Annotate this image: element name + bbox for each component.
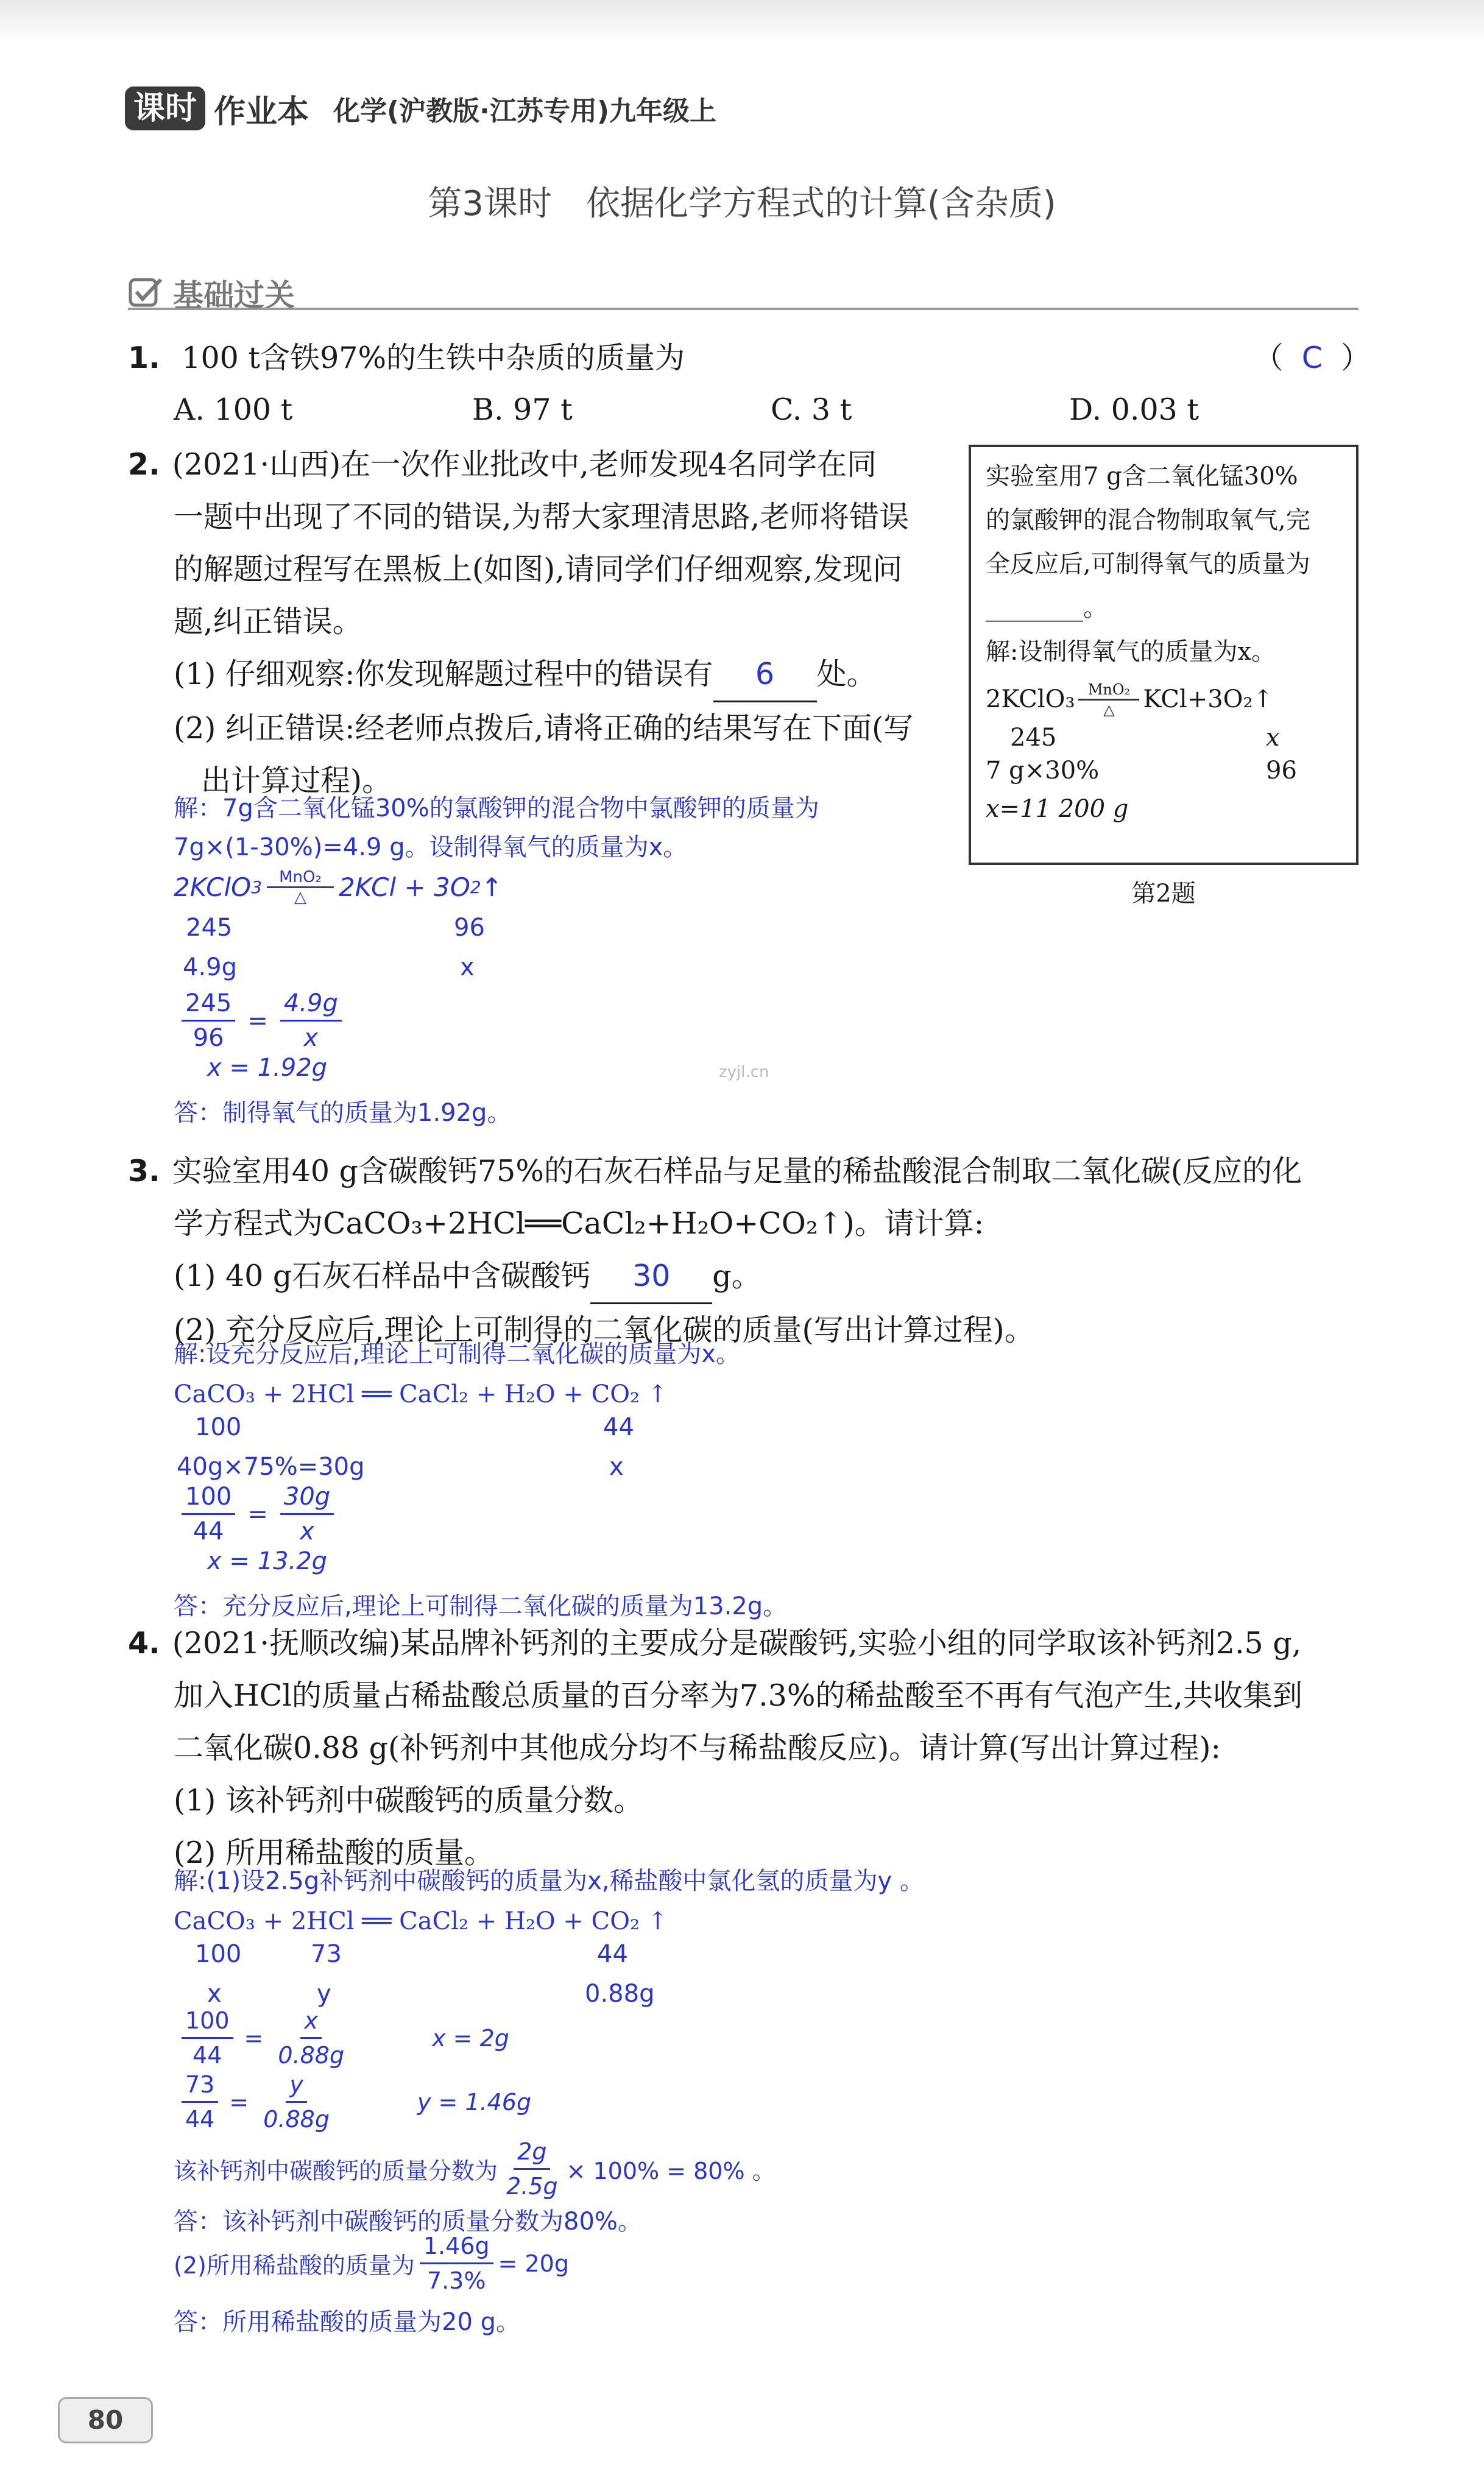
q3-solution: 解:设充分反应后,理论上可制得二氧化碳的质量为x。 CaCO₃ + 2HCl ══ CaCl₂ + H₂O + CO₂ ↑ (174, 1340, 740, 1408)
figure-caption: 第2题 (1131, 880, 1196, 908)
watermark: zyjl.cn (719, 1063, 769, 1081)
options (174, 384, 1374, 436)
section-divider (128, 308, 1359, 310)
question-3: 3. 实验室用40 g含碳酸钙75%的石灰石样品与足量的稀盐酸混合制取二氧化碳(反应的化 学方程式为CaCO₃+2HCl══CaCl₂+H₂O+CO₂↑)。请计算: (1) 40 g石灰石样品中含碳酸钙 30 g。 (2) 充分反应后,理论上可制得的二氧化碳的质量(写出计算过程)。 (128, 1145, 1377, 1357)
q2-equation: 2KClO 3 MnO₂ △ 2KCl + 3O 2 ↑ (174, 868, 503, 906)
q4-proportion-2: $\frac{73}{44}$ = $\frac{y}{0.88g}$ y = 1.46g (177, 2068, 531, 2136)
q3-sub1: (1) 40 g石灰石样品中含碳酸钙 30 g。 (128, 1250, 1377, 1304)
answer: 6 (713, 648, 817, 702)
question-2: 2. (2021·山西)在一次作业批改中,老师发现4名同学在同 一题中出现了不同的错误,为帮大家理清思路,老师将错误 的解题过程写在黑板上(如图),请同学们仔细观察,发现问 题,纠正错误。 (1) 仔细观察:你发现解题过程中的错误有 6 处。 (2) 纠正错误:经老师点拨后,请将正确的结果写在下面(写 出计算过程)。 (128, 439, 956, 807)
question-text: 100 t含铁97%的生铁中杂质的质量为 (182, 341, 685, 375)
q4-percentage: 该补钙剂中碳酸钙的质量分数为 $\frac{2g}{2.5g}$ × 100% = 80% 。 (174, 2135, 776, 2203)
book-logo: 课时 (125, 87, 205, 130)
q4-proportion-1: $\frac{100}{44}$ = $\frac{x}{0.88g}$ x = 2g (177, 2004, 509, 2072)
book-name: 作业本 (214, 93, 309, 130)
q2-sub1: (1) 仔细观察:你发现解题过程中的错误有 6 处。 (128, 648, 956, 702)
page-number: 80 (58, 2397, 153, 2443)
answer: 30 (590, 1250, 712, 1304)
question-number: 1. (128, 341, 160, 375)
subject-label: 化学(沪教版·江苏专用)九年级上 (333, 96, 716, 127)
q4-solution: 解:(1)设2.5g补钙剂中碳酸钙的质量为x,稀盐酸中氯化氢的质量为y 。 CaCO₃ + 2HCl ══ CaCl₂ + H₂O + CO₂ ↑ (174, 1867, 924, 1935)
question-1 (128, 332, 1371, 384)
option-b: B. 97 t (472, 392, 573, 427)
section-title: 基础过关 (173, 278, 295, 313)
answer-bracket: （ C ） (1253, 341, 1371, 375)
checkbox-icon (128, 276, 164, 310)
option-a: A. 100 t (174, 392, 293, 427)
top-shade (0, 0, 1484, 43)
answer: C (1301, 341, 1323, 375)
header (125, 85, 716, 132)
q2-solution: 解：7g含二氧化锰30%的氯酸钾的混合物中氯酸钾的质量为 7g×(1-30%)=4.9 g。设制得氧气的质量为x。 (174, 794, 819, 861)
q2-proportion: $\frac{245}{96}$ = $\frac{4.9g}{x}$ (177, 987, 347, 1054)
lesson-title: 第3课时 依据化学方程式的计算(含杂质) (428, 184, 1056, 224)
option-c: C. 3 t (771, 392, 852, 427)
q3-proportion: $\frac{100}{44}$ = $\frac{30g}{x}$ (177, 1480, 339, 1548)
option-d: D. 0.03 t (1069, 392, 1200, 427)
q2-blackboard-box: 实验室用7 g含二氧化锰30% 的氯酸钾的混合物制取氧气,完 全反应后,可制得氧气的质量为 ________。 解:设制得氧气的质量为x。 2KClO₃ MnO₂ △ KCl+3O₂↑ 245 x 7 g×30% 96 x=11 200 g (969, 445, 1359, 865)
question-4: 4. (2021·抚顺改编)某品牌补钙剂的主要成分是碳酸钙,实验小组的同学取该补钙剂2.5 g, 加入HCl的质量占稀盐酸总质量的百分率为7.3%的稀盐酸至不再有气泡产生,共收集到 二氧化碳0.88 g(补钙剂中其他成分均不与稀盐酸反应)。请计算(写出计算过程): (1) 该补钙剂中碳酸钙的质量分数。 (2) 所用稀盐酸的质量。 (128, 1626, 1302, 1870)
q4-part2: (2)所用稀盐酸的质量为 $\frac{1.46g}{7.3\%}$ = 20g (174, 2230, 569, 2297)
